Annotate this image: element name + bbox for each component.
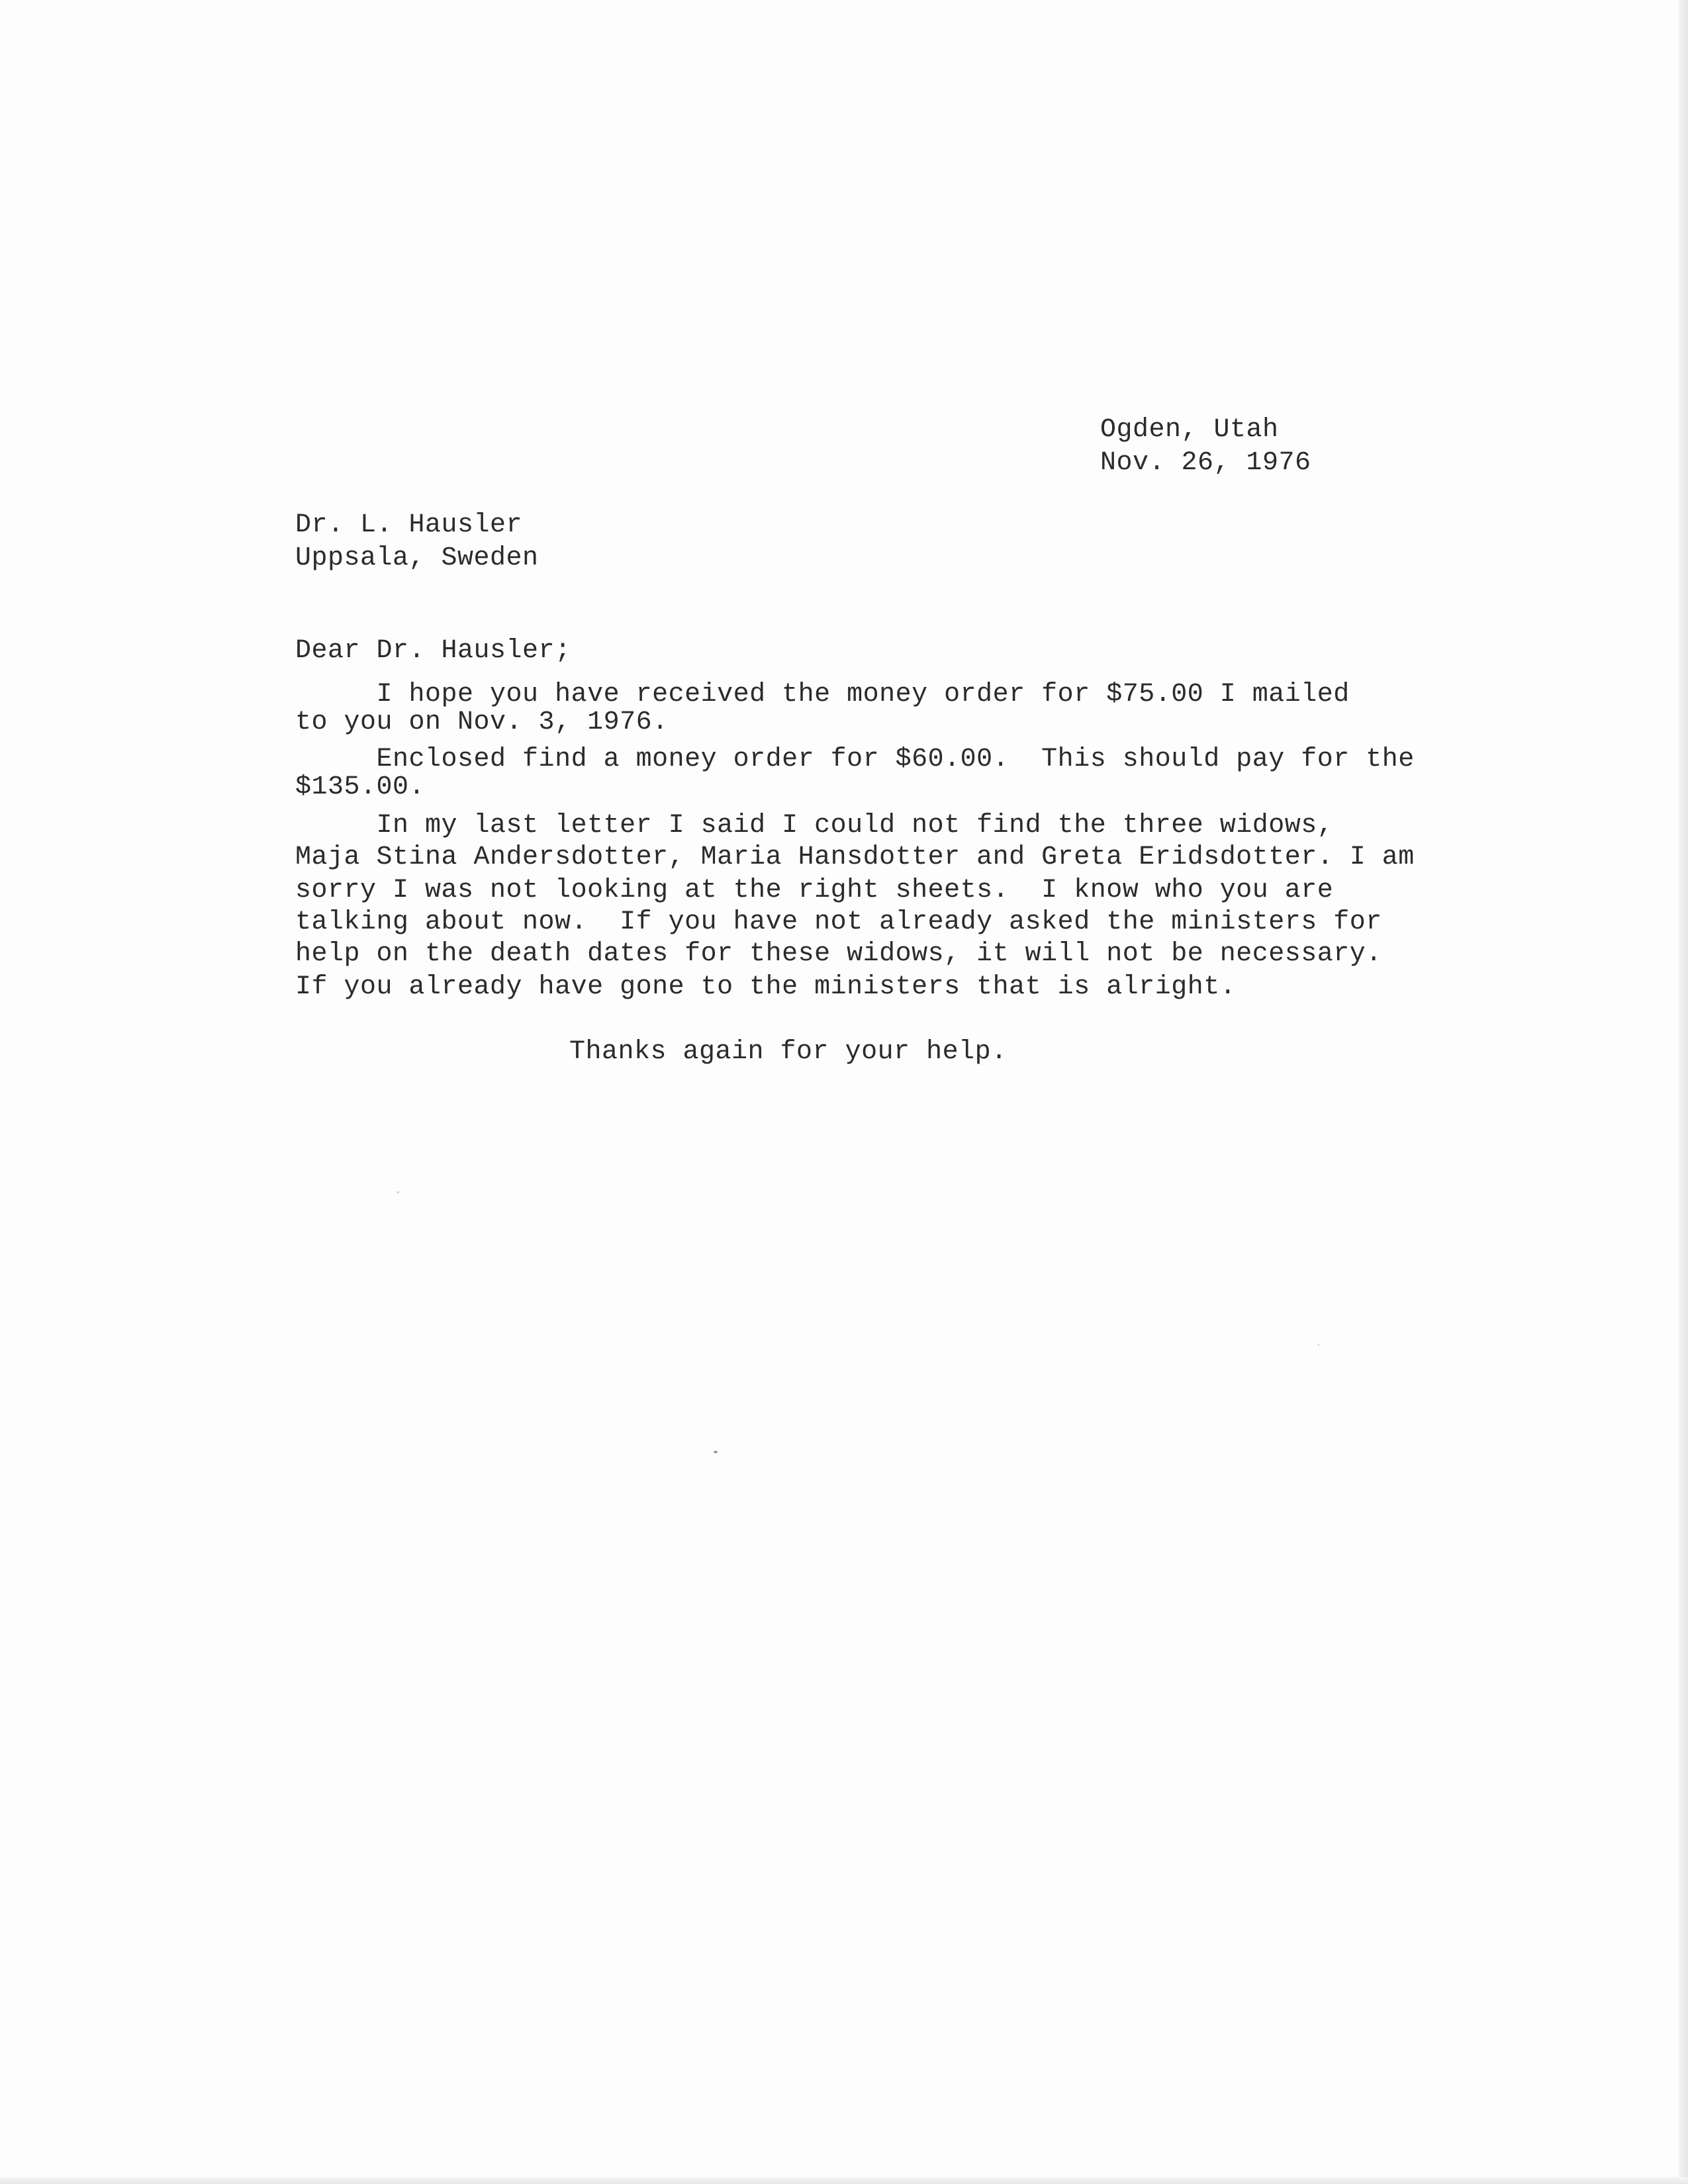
recipient-name: Dr. L. Hausler <box>295 510 523 540</box>
body-line: Maja Stina Andersdotter, Maria Hansdotter and Greta Eridsdotter. I am <box>295 842 1415 872</box>
paper-speck <box>714 1451 718 1453</box>
body-line: If you already have gone to the ministers that is alright. <box>295 972 1237 1002</box>
body-line: $135.00. <box>295 772 426 802</box>
paper-speck <box>397 1191 399 1193</box>
heading-date: Nov. 26, 1976 <box>1100 448 1311 478</box>
salutation: Dear Dr. Hausler; <box>295 636 571 666</box>
body-line: In my last letter I said I could not find the three widows, <box>295 811 1334 841</box>
scan-edge-bottom <box>0 2177 1688 2184</box>
body-line: Enclosed find a money order for $60.00. This should pay for the <box>295 745 1415 774</box>
paper-speck <box>1317 1343 1319 1345</box>
body-line: help on the death dates for these widows, it will not be necessary. <box>295 939 1382 969</box>
scan-edge-right <box>1679 0 1688 2184</box>
body-line: talking about now. If you have not already asked the ministers for <box>295 907 1382 937</box>
body-line: sorry I was not looking at the right sheets. I know who you are <box>295 876 1334 905</box>
heading-place: Ogden, Utah <box>1100 415 1279 445</box>
closing: Thanks again for your help. <box>569 1037 1008 1067</box>
body-line: to you on Nov. 3, 1976. <box>295 707 669 737</box>
recipient-location: Uppsala, Sweden <box>295 543 539 573</box>
body-line: I hope you have received the money order for $75.00 I mailed <box>295 680 1350 709</box>
